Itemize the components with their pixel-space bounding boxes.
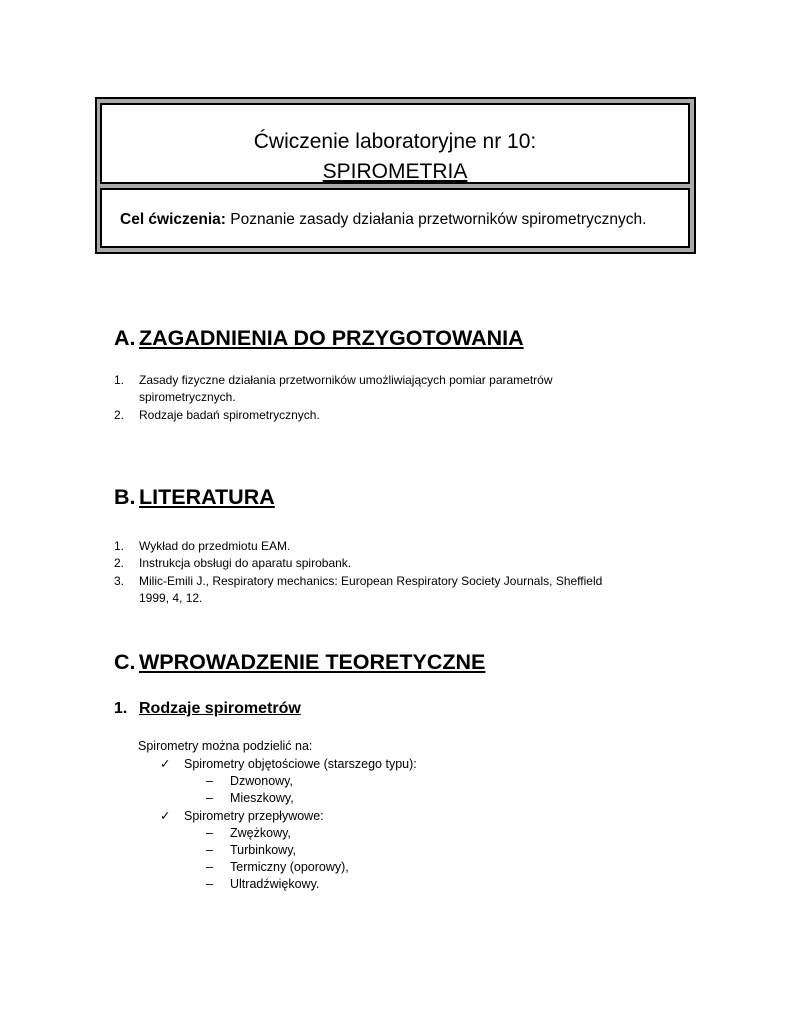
dash-list-item [206, 773, 293, 790]
dash-bullet-icon: – [206, 877, 213, 891]
list-item-text: Zasady fizyczne działania przetworników umożliwiających pomiar parametrów spirometrycznych. [139, 373, 553, 405]
dash-bullet-icon: – [206, 774, 213, 788]
list-item-number: 3. [114, 573, 125, 588]
checkmark-icon: ✓ [160, 809, 171, 823]
title-box [100, 103, 690, 184]
list-item-number: 1. [114, 539, 125, 553]
goal-label: Cel ćwiczenia: [120, 211, 226, 228]
dash-list-item [206, 876, 319, 893]
dash-list-text: Zwężkowy, [230, 826, 291, 840]
goal-box [100, 188, 690, 248]
list-item [114, 538, 619, 555]
check-list-item [160, 756, 417, 773]
goal-text: Poznanie zasady działania przetworników spirometrycznych. [225, 211, 647, 228]
section-c-heading [114, 649, 485, 675]
checkmark-icon: ✓ [160, 757, 171, 771]
section-a-list [114, 372, 619, 424]
list-item-number: 2. [114, 556, 125, 571]
section-c-letter: C. [114, 650, 136, 674]
list-item-number: 2. [114, 407, 125, 422]
list-item-number: 1. [114, 373, 125, 387]
dash-list-text: Dzwonowy, [230, 774, 293, 788]
section-c-title: WPROWADZENIE TEORETYCZNE [139, 650, 486, 674]
subsection-title: Rodzaje spirometrów [139, 700, 301, 717]
list-item-text: Wykład do przedmiotu EAM. [139, 539, 291, 553]
dash-bullet-icon: – [206, 826, 213, 840]
section-b-letter: B. [114, 485, 136, 509]
dash-bullet-icon: – [206, 860, 213, 874]
dash-list-text: Termiczny (oporowy), [230, 860, 349, 874]
dash-list-item [206, 859, 349, 876]
dash-list-item [206, 842, 296, 859]
dash-bullet-icon: – [206, 791, 213, 805]
check-list-item [160, 808, 324, 825]
dash-list-text: Ultradźwiękowy. [230, 877, 320, 891]
section-a-letter: A. [114, 326, 136, 350]
list-item [114, 407, 619, 424]
check-list-label: Spirometry przepływowe: [184, 809, 324, 823]
list-item [114, 372, 619, 407]
section-a-title: ZAGADNIENIA DO PRZYGOTOWANIA [139, 326, 524, 350]
subsection-number: 1. [114, 700, 128, 717]
section-b-list [114, 538, 619, 607]
dash-list-text: Turbinkowy, [230, 843, 296, 857]
dash-list-text: Mieszkowy, [230, 791, 294, 805]
section-b-title: LITERATURA [139, 485, 275, 509]
subsection-heading [114, 699, 301, 719]
list-item [114, 555, 619, 572]
dash-list-item [206, 790, 294, 807]
dash-list-item [206, 825, 291, 842]
subsection-intro: Spirometry można podzielić na: [138, 739, 313, 753]
list-item-text: Milic-Emili J., Respiratory mechanics: European Respiratory Society Journals, Sheffield 1999, 4, 12. [139, 573, 603, 605]
list-item-text: Rodzaje badań spirometrycznych. [139, 407, 320, 422]
check-list-label: Spirometry objętościowe (starszego typu): [184, 757, 417, 771]
goal-line [120, 210, 646, 230]
document-subtitle: SPIROMETRIA [322, 160, 468, 183]
section-a-heading [114, 325, 524, 351]
document-title: Ćwiczenie laboratoryjne nr 10: [253, 130, 537, 153]
dash-bullet-icon: – [206, 843, 213, 857]
section-b-heading [114, 484, 275, 510]
list-item [114, 573, 619, 608]
list-item-text: Instrukcja obsługi do aparatu spirobank. [139, 556, 352, 571]
